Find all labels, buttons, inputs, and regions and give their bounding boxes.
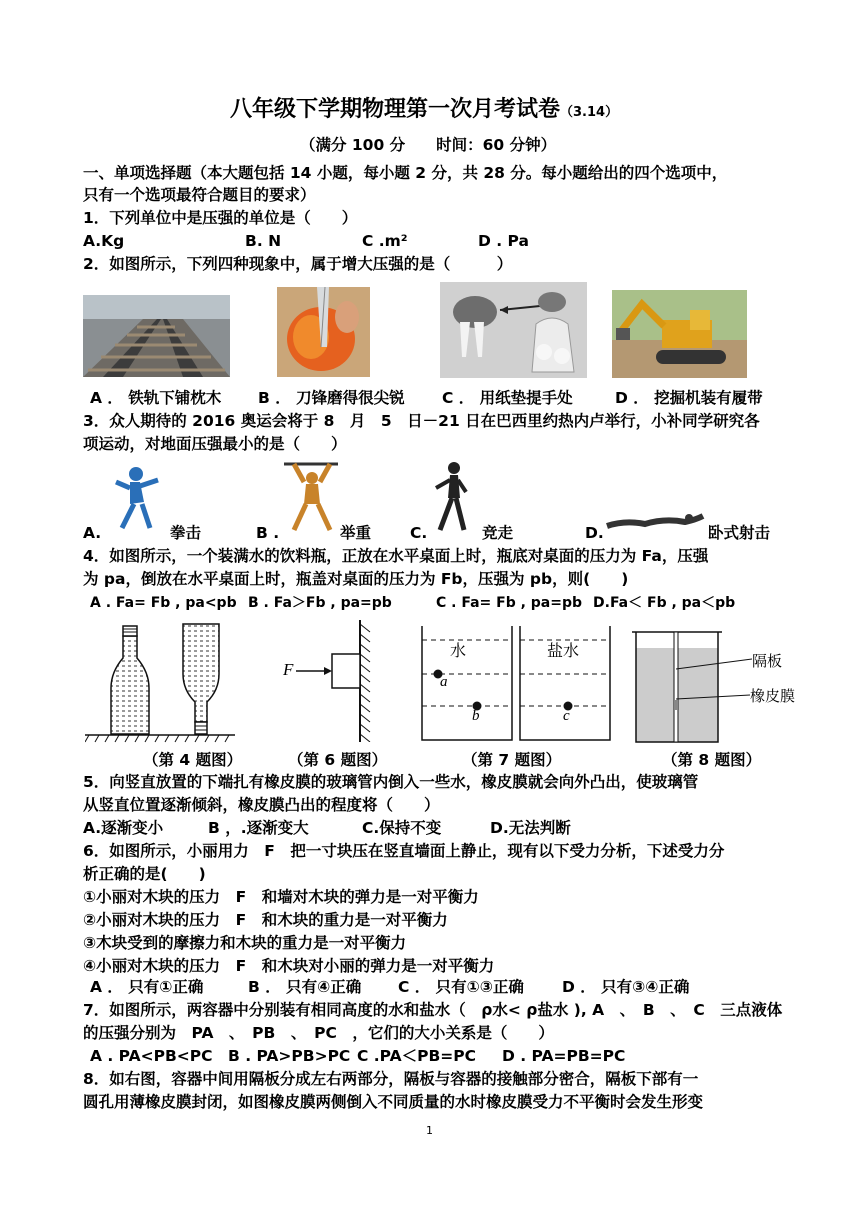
q3-option-a-letter: A. [83, 524, 102, 542]
q5-option-c: C.保持不变 [362, 819, 442, 837]
point-b-label: b [472, 708, 480, 724]
salt-water-label: 盐水 [547, 641, 580, 660]
q4-option-b: B . Fa＞Fb , pa=pb [248, 595, 392, 611]
fig8-leader-lines [676, 655, 754, 700]
q4-stem-line2: 为 pa，倒放在水平桌面上时，瓶盖对桌面的压力为 Fb，压强为 pb，则( ) [83, 570, 629, 588]
point-c-label: c [563, 708, 570, 724]
boxing-figure-icon [100, 462, 170, 532]
q6-stem-line2: 析正确的是( ) [83, 865, 206, 883]
fig6-caption: （第 6 题图） [288, 751, 388, 769]
fig7-caption: （第 7 题图） [462, 751, 562, 769]
fig8-caption: （第 8 题图） [662, 751, 762, 769]
q8-stem-line1: 8．如右图，容器中间用隔板分成左右两部分，隔板与容器的接触部分密合，隔板下部有一 [83, 1070, 699, 1088]
q4-option-c: C . Fa= Fb , pa=pb [436, 595, 583, 611]
block-wall-figure [280, 620, 376, 742]
q3-option-c-letter: C. [410, 524, 428, 542]
q2-stem: 2．如图所示，下列四种现象中，属于增大压强的是（ ） [83, 255, 513, 273]
q3-option-b-letter: B . [256, 524, 280, 542]
excavator-photo [612, 290, 747, 378]
fig4-caption: （第 4 题图） [143, 751, 243, 769]
force-f-label: F [283, 660, 294, 679]
q6-option-c: C ． 只有①③正确 [398, 978, 524, 996]
section-heading-line2: 只有一个选项最符合题目的要求） [83, 186, 316, 204]
q7-stem-line2: 的压强分别为 PA 、 PB 、 PC ，它们的大小关系是（ ） [83, 1024, 554, 1042]
q6-stem-line1: 6．如图所示，小丽用力 F 把一寸块压在竖直墙面上静止，现有以下受力分析，下述受力分 [83, 842, 725, 860]
q6-option-d: D ． 只有③④正确 [562, 978, 690, 996]
q5-option-d: D.无法判断 [490, 819, 571, 837]
q7-option-b: B . PA>PB>PC [228, 1047, 351, 1065]
weightlifting-figure-icon [282, 456, 342, 532]
membrane-label: 橡皮膜 [750, 687, 796, 705]
q3-option-b-label: 举重 [340, 524, 372, 542]
paper-handle-bag-photo [440, 282, 587, 378]
water-label: 水 [450, 641, 467, 660]
containers-figure [420, 622, 612, 742]
railway-sleepers-photo [83, 295, 230, 377]
page-number: 1 [426, 1124, 433, 1137]
q3-option-c-label: 竞走 [482, 524, 514, 542]
q7-option-a: A . PA<PB<PC [90, 1047, 213, 1065]
q8-stem-line2: 圆孔用薄橡皮膜封闭，如图橡皮膜两侧倒入不同质量的水时橡皮膜受力不平衡时会发生形变 [83, 1093, 704, 1111]
partition-label: 隔板 [752, 652, 783, 670]
q1-option-c: C .m² [362, 232, 408, 250]
page-title: 八年级下学期物理第一次月考试卷（3.14） [230, 97, 619, 122]
q5-option-b: B ，.逐渐变大 [208, 819, 309, 837]
q2-option-c: C ． 用纸垫提手处 [442, 389, 573, 407]
q2-option-a: A ． 铁轨下铺枕木 [90, 389, 222, 407]
q2-option-d: D ． 挖掘机装有履带 [615, 389, 763, 407]
q5-stem-line1: 5．向竖直放置的下端扎有橡皮膜的玻璃管内倒入一些水，橡皮膜就会向外凸出，使玻璃管 [83, 773, 699, 791]
q6-option-b: B ． 只有④正确 [248, 978, 362, 996]
q4-option-d: D.Fa＜ Fb , pa＜pb [593, 595, 736, 611]
point-a-label: a [440, 674, 448, 690]
q6-statement-1: ①小丽对木块的压力 F 和墙对木块的弹力是一对平衡力 [83, 888, 479, 906]
q7-stem-line1: 7．如图所示，两容器中分别装有相同高度的水和盐水（ ρ水< ρ盐水 ), A 、 B 、 C 三点液体 [83, 1001, 783, 1019]
q6-statement-2: ②小丽对木块的压力 F 和木块的重力是一对平衡力 [83, 911, 448, 929]
section-heading-line1: 一、单项选择题（本大题包括 14 小题，每小题 2 分，共 28 分。每小题给出的四个选项中， [83, 164, 728, 182]
q3-option-a-label: 拳击 [170, 524, 202, 542]
q1-option-a: A.Kg [83, 232, 125, 250]
q6-statement-3: ③木块受到的摩擦力和木块的重力是一对平衡力 [83, 934, 407, 952]
q3-option-d-letter: D. [585, 524, 604, 542]
prone-shooting-figure-icon [605, 510, 705, 532]
score-time: （满分 100 分 时间：60 分钟） [300, 136, 557, 154]
q6-statement-4: ④小丽对木块的压力 F 和木块对小丽的弹力是一对平衡力 [83, 957, 495, 975]
bottles-figure [85, 618, 235, 744]
q1-stem: 1．下列单位中是压强的单位是（ ） [83, 209, 358, 227]
q1-option-d: D . Pa [478, 232, 529, 250]
q3-stem-line2: 项运动，对地面压强最小的是（ ） [83, 435, 347, 453]
knife-cutting-peach-photo [277, 287, 370, 377]
q2-option-b: B ． 刀锋磨得很尖锐 [258, 389, 405, 407]
q1-option-b: B. N [245, 232, 282, 250]
q4-stem-line1: 4．如图所示，一个装满水的饮料瓶，正放在水平桌面上时，瓶底对桌面的压力为 Fa，压强 [83, 547, 709, 565]
q7-option-c: C .PA＜PB=PC [357, 1047, 476, 1065]
q4-option-a: A . Fa= Fb , pa<pb [90, 595, 237, 611]
race-walking-figure-icon [424, 460, 479, 532]
q5-option-a: A.逐渐变小 [83, 819, 164, 837]
q3-stem-line1: 3．众人期待的 2016 奥运会将于 8 月 5 日－21 日在巴西里约热内卢举行，小补同学研究各 [83, 412, 760, 430]
q3-option-d-label: 卧式射击 [708, 524, 771, 542]
q7-option-d: D . PA=PB=PC [502, 1047, 626, 1065]
q6-option-a: A ． 只有①正确 [90, 978, 204, 996]
q5-stem-line2: 从竖直位置逐渐倾斜，橡皮膜凸出的程度将（ ） [83, 796, 440, 814]
